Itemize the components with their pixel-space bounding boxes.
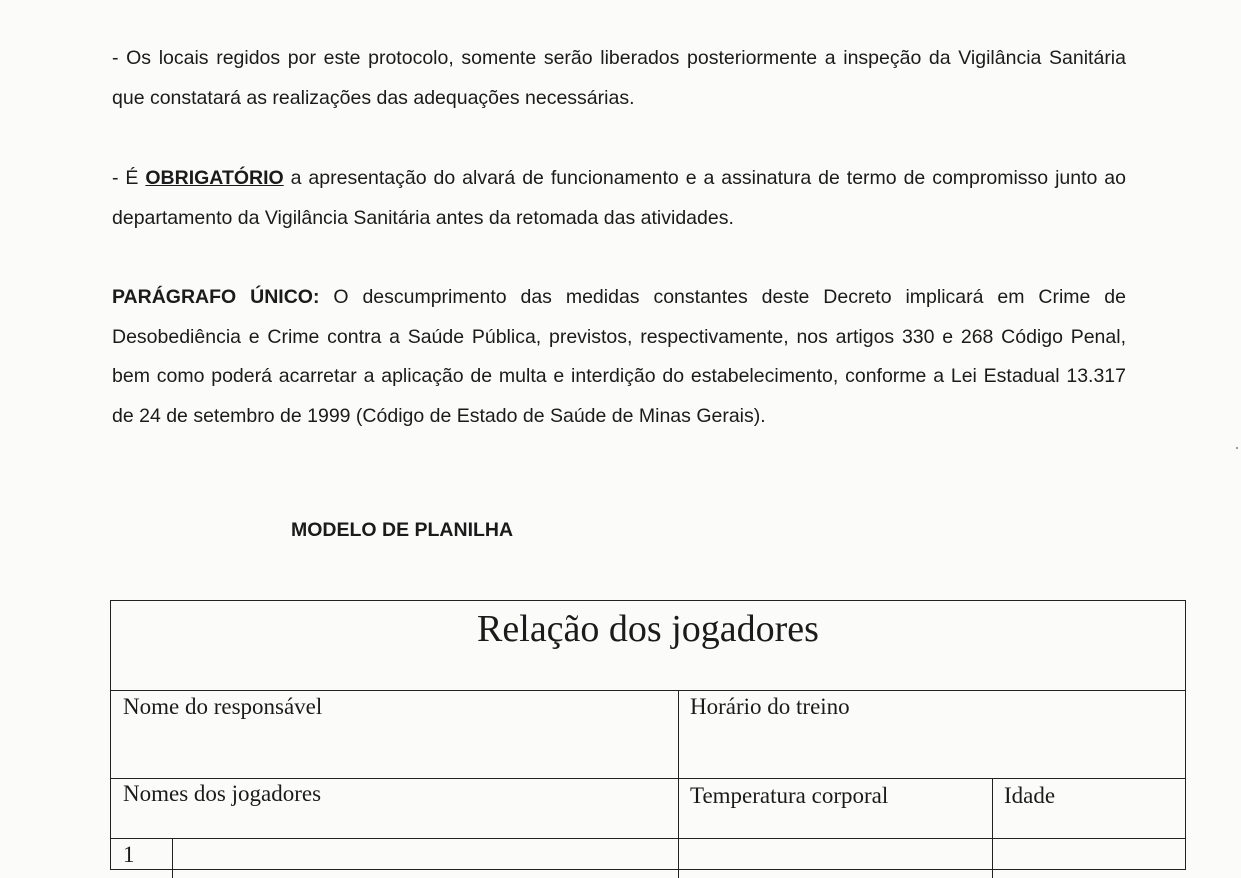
form-row-headers: [111, 778, 1185, 839]
players-label: Nomes dos jogadores: [123, 781, 322, 806]
age-label: Idade: [1004, 783, 1056, 808]
column-divider: [678, 690, 679, 778]
temperature-label: Temperatura corporal: [690, 783, 889, 808]
form-title: Relação dos jogadores: [111, 601, 1185, 691]
players-form-table: [110, 600, 1186, 870]
column-divider: [678, 838, 679, 878]
paragraph-sole: [112, 278, 1126, 436]
column-divider: [992, 778, 993, 838]
paragraph-sole-text: O descumprimento das medidas constantes deste Decreto implicará em Crime de Desobediência e Crime contra a Saúde Pública, previstos, respectivamente, nos artigos 330 e 268 Código Penal, bem como poderá acarretar a aplicação de multa e interdição do estabelecimento, conforme a Lei Estadual 13.317 de 24 de setembro de 1999 (Código de Estado de Saúde de Minas Gerais).: [112, 286, 1126, 427]
column-divider: [678, 778, 679, 838]
column-divider: [172, 838, 173, 878]
scan-speck: [1236, 447, 1238, 449]
paragraph-mandatory-text: a apresentação do alvará de funcionamento e a assinatura de termo de compromisso junto ao departamento da Vigilância Sanitária antes da retomada das atividades.: [112, 167, 1127, 229]
paragraph-mandatory: [112, 159, 1126, 238]
column-divider: [992, 838, 993, 878]
schedule-label: Horário do treino: [690, 694, 850, 719]
paragraph-sole-label: PARÁGRAFO ÚNICO:: [112, 286, 320, 308]
responsible-label: Nome do responsável: [123, 694, 323, 719]
paragraph-inspection: - Os locais regidos por este protocolo, somente serão liberados posteriormente a inspeção da Vigilância Sanitária que constatará as realizações das adequações necessárias.: [112, 47, 1126, 109]
paragraph-mandatory-prefix: - É: [112, 167, 146, 189]
mandatory-emphasis: OBRIGATÓRIO: [145, 167, 284, 189]
model-title: MODELO DE PLANILHA: [291, 519, 514, 541]
player-row: [111, 838, 1185, 878]
player-row-number: 1: [123, 842, 135, 867]
form-row-responsible: [111, 690, 1185, 779]
